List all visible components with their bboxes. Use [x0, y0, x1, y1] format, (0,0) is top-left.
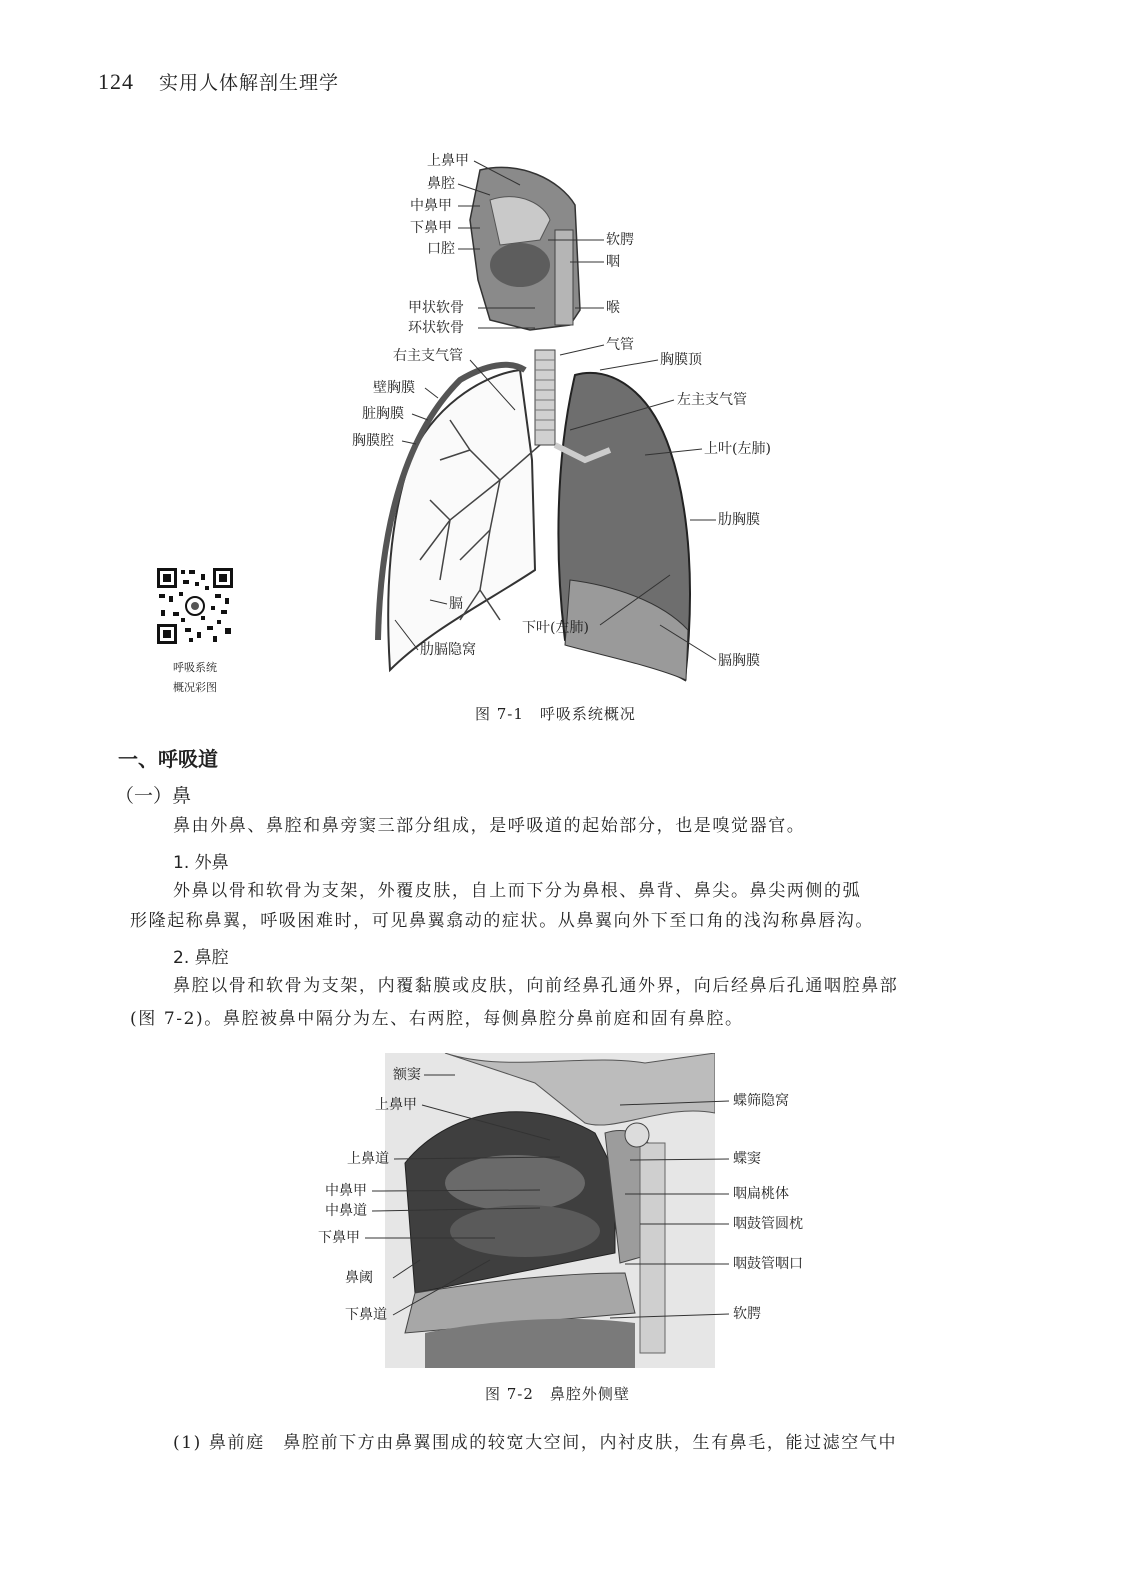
- intro-paragraph: 鼻由外鼻、鼻腔和鼻旁窦三部分组成，是呼吸道的起始部分，也是嗅觉器官。: [173, 816, 806, 836]
- item1-line1: 外鼻以骨和软骨为支架，外覆皮肤，自上而下分为鼻根、鼻背、鼻尖。鼻尖两侧的弧: [173, 881, 862, 901]
- label-cricoid-cartilage: 环状软骨: [408, 320, 464, 336]
- label-inferior-nasal-meatus: 下鼻道: [345, 1307, 387, 1323]
- label-soft-palate: 软腭: [606, 232, 634, 248]
- page-number: 124: [98, 69, 134, 94]
- label-larynx: 喉: [606, 300, 620, 316]
- label-superior-nasal-meatus: 上鼻道: [347, 1151, 389, 1167]
- label-cupula-of-pleura: 胸膜顶: [660, 352, 702, 368]
- item1-title: 1. 外鼻: [173, 853, 229, 873]
- item2-title: 2. 鼻腔: [173, 948, 229, 968]
- item1-line2: 形隆起称鼻翼，呼吸困难时，可见鼻翼翕动的症状。从鼻翼向外下至口角的浅沟称鼻唇沟。: [130, 911, 874, 931]
- label-pharyngeal-opening-of-auditory-tube: 咽鼓管咽口: [733, 1256, 803, 1272]
- label-thyroid-cartilage: 甲状软骨: [408, 300, 464, 316]
- label-nasal-cavity: 鼻腔: [427, 176, 455, 192]
- label-diaphragm: 膈: [449, 596, 463, 612]
- label-visceral-pleura: 脏胸膜: [362, 406, 404, 422]
- qr-caption-line2: 概况彩图: [173, 681, 217, 694]
- label-pharyngeal-tonsil: 咽扁桃体: [733, 1186, 789, 1202]
- label-pleural-cavity: 胸膜腔: [352, 433, 394, 449]
- qr-caption-line1: 呼吸系统: [173, 661, 217, 674]
- label-sphenoidal-sinus: 蝶窦: [733, 1151, 761, 1167]
- label-superior-nasal-concha: 上鼻甲: [375, 1097, 417, 1113]
- label-inferior-lobe-left-lung: 下叶(左肺): [522, 620, 589, 636]
- item2-line2: (图 7-2)。鼻腔被鼻中隔分为左、右两腔，每侧鼻腔分鼻前庭和固有鼻腔。: [130, 1009, 744, 1029]
- label-pharynx: 咽: [606, 254, 620, 270]
- label-parietal-pleura: 壁胸膜: [373, 380, 415, 396]
- label-superior-lobe-left-lung: 上叶(左肺): [704, 441, 771, 457]
- label-soft-palate: 软腭: [733, 1306, 761, 1322]
- label-middle-nasal-concha: 中鼻甲: [325, 1183, 367, 1199]
- label-oral-cavity: 口腔: [427, 241, 455, 257]
- label-frontal-sinus: 额窦: [393, 1067, 421, 1083]
- label-trachea: 气管: [606, 337, 634, 353]
- item2-line1: 鼻腔以骨和软骨为支架，内覆黏膜或皮肤，向前经鼻孔通外界，向后经鼻后孔通咽腔鼻部: [173, 976, 899, 996]
- book-title: 实用人体解剖生理学: [159, 72, 340, 94]
- label-middle-nasal-concha: 中鼻甲: [410, 198, 452, 214]
- label-costal-pleura: 肋胸膜: [718, 512, 760, 528]
- section-heading: 一、呼吸道: [118, 747, 218, 771]
- label-inferior-nasal-concha: 下鼻甲: [318, 1230, 360, 1246]
- label-limen-nasi: 鼻阈: [345, 1270, 373, 1286]
- label-sphenoethmoidal-recess: 蝶筛隐窝: [733, 1093, 789, 1109]
- label-torus-tubarius: 咽鼓管圆枕: [733, 1216, 803, 1232]
- label-right-main-bronchus: 右主支气管: [393, 348, 463, 364]
- label-diaphragmatic-pleura: 膈胸膜: [718, 653, 760, 669]
- sub-heading: （一）鼻: [115, 785, 192, 807]
- bottom-paragraph: (1) 鼻前庭 鼻腔前下方由鼻翼围成的较宽大空间，内衬皮肤，生有鼻毛，能过滤空气中: [173, 1433, 898, 1453]
- label-left-main-bronchus: 左主支气管: [677, 392, 747, 408]
- label-inferior-nasal-concha: 下鼻甲: [410, 220, 452, 236]
- label-middle-nasal-meatus: 中鼻道: [325, 1203, 367, 1219]
- figure-7-2-caption: 图 7-2 鼻腔外侧壁: [485, 1385, 630, 1403]
- label-costodiaphragmatic-recess: 肋膈隐窝: [420, 642, 476, 658]
- label-superior-nasal-concha: 上鼻甲: [427, 153, 469, 169]
- figure-7-1-caption: 图 7-1 呼吸系统概况: [475, 705, 636, 723]
